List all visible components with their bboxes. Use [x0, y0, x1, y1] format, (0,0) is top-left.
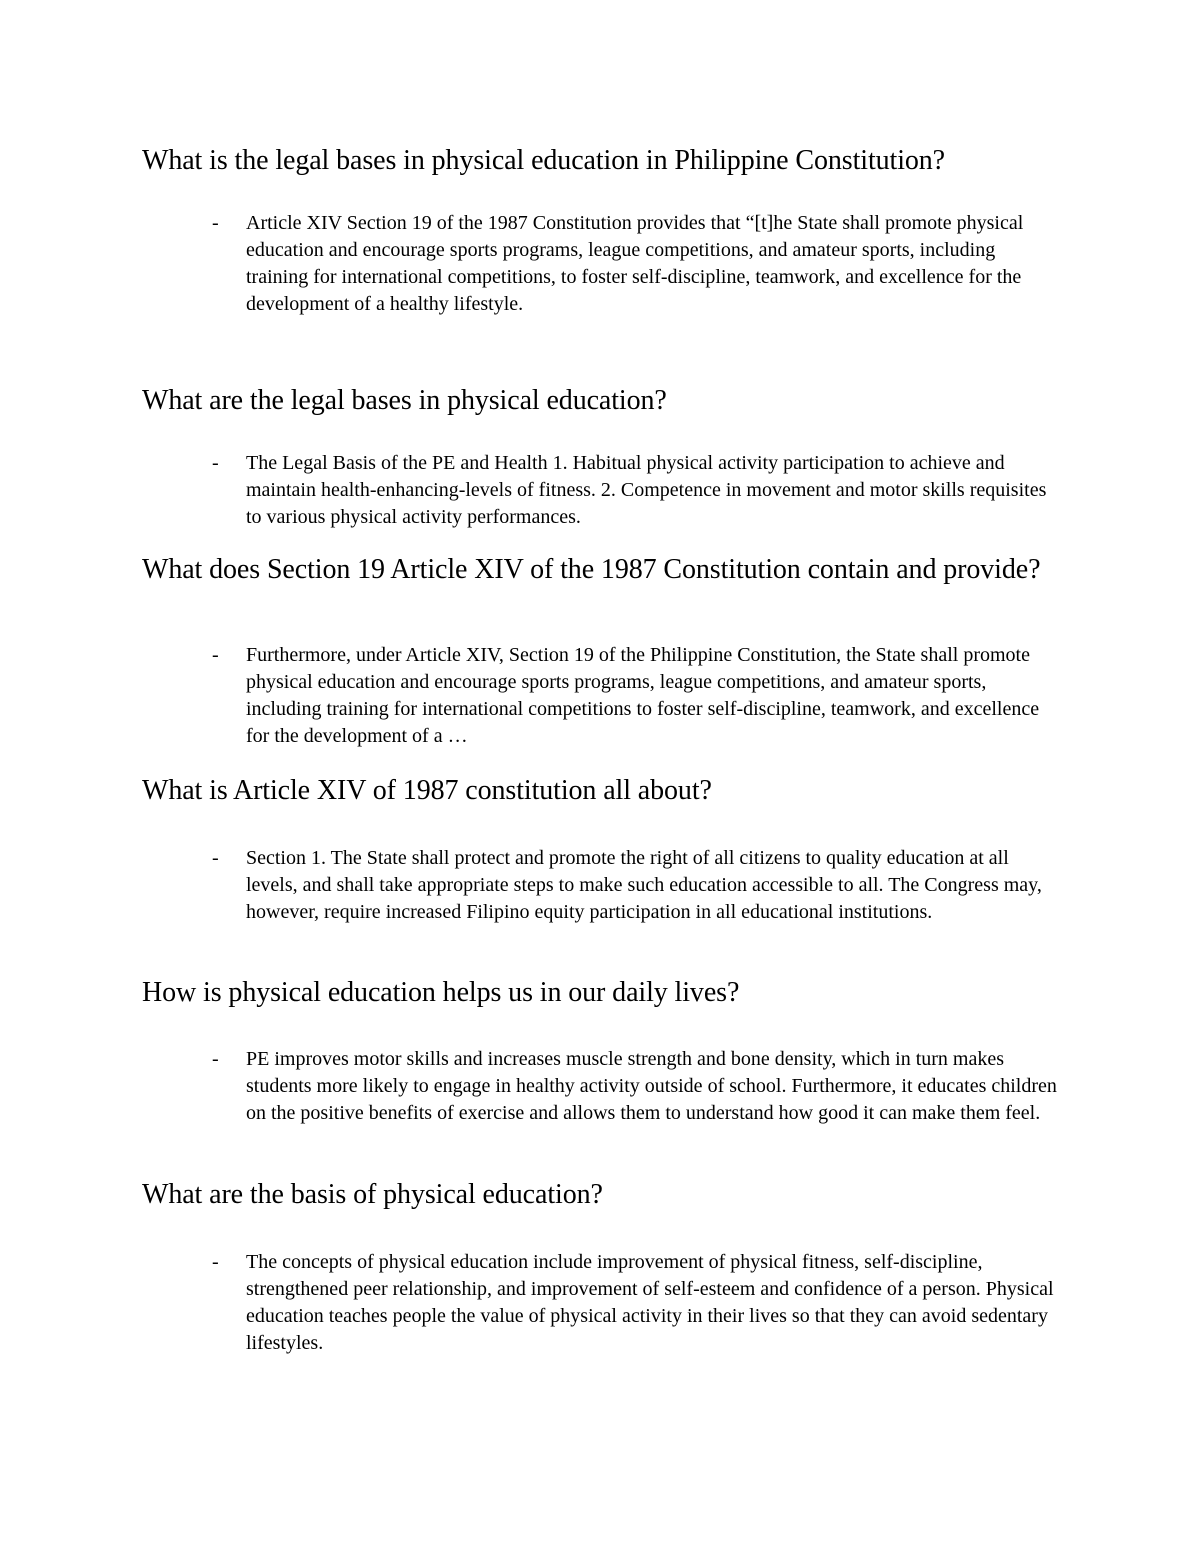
answer-list-item: [212, 845, 1062, 926]
question-heading: What are the legal bases in physical education?: [142, 385, 667, 416]
answer-text: PE improves motor skills and increases muscle strength and bone density, which in turn makes students more likely to engage in healthy activity outside of school. Furthermore, it educates children on the positive benefits of exercise and allows them to understand how good it can make them feel.: [246, 1048, 1057, 1124]
answer-text: The concepts of physical education include improvement of physical fitness, self-discipline, strengthened peer relationship, and improvement of self-esteem and confidence of a person. Physical education teaches people the value of physical activity in their lives so that they can avoid sedentary lifestyles.: [246, 1251, 1054, 1354]
bullet-dash: -: [212, 1048, 219, 1070]
answer-list-item: [212, 642, 1062, 750]
bullet-dash: -: [212, 644, 219, 666]
bullet-dash: -: [212, 452, 219, 474]
question-heading: How is physical education helps us in our daily lives?: [142, 977, 740, 1008]
bullet-dash: -: [212, 847, 219, 869]
answer-text: Article XIV Section 19 of the 1987 Constitution provides that “[t]he State shall promote physical education and encourage sports programs, league competitions, and amateur sports, including training for international competitions, to foster self-discipline, teamwork, and excellence for the development of a healthy lifestyle.: [246, 212, 1024, 315]
answer-text: Furthermore, under Article XIV, Section 19 of the Philippine Constitution, the State shall promote physical education and encourage sports programs, league competitions, and amateur sports, including training for international competitions to foster self-discipline, teamwork, and excellence for the development of a …: [246, 644, 1040, 747]
answer-list-item: [212, 210, 1062, 318]
answer-text: Section 1. The State shall protect and promote the right of all citizens to quality education at all levels, and shall take appropriate steps to make such education accessible to all. The Congress may, however, require increased Filipino equity participation in all educational institutions.: [246, 847, 1042, 923]
question-heading: What is the legal bases in physical education in Philippine Constitution?: [142, 145, 946, 176]
bullet-dash: -: [212, 1251, 219, 1273]
bullet-dash: -: [212, 212, 219, 234]
answer-list-item: [212, 1249, 1062, 1357]
answer-list-item: [212, 450, 1062, 531]
answer-text: The Legal Basis of the PE and Health 1. Habitual physical activity participation to achieve and maintain health-enhancing-levels of fitness. 2. Competence in movement and motor skills requisites to various physical activity performances.: [246, 452, 1047, 528]
answer-list-item: [212, 1046, 1062, 1127]
question-heading: What are the basis of physical education?: [142, 1179, 603, 1210]
question-heading: What is Article XIV of 1987 constitution all about?: [142, 775, 712, 806]
question-heading: What does Section 19 Article XIV of the 1987 Constitution contain and provide?: [142, 554, 1041, 585]
